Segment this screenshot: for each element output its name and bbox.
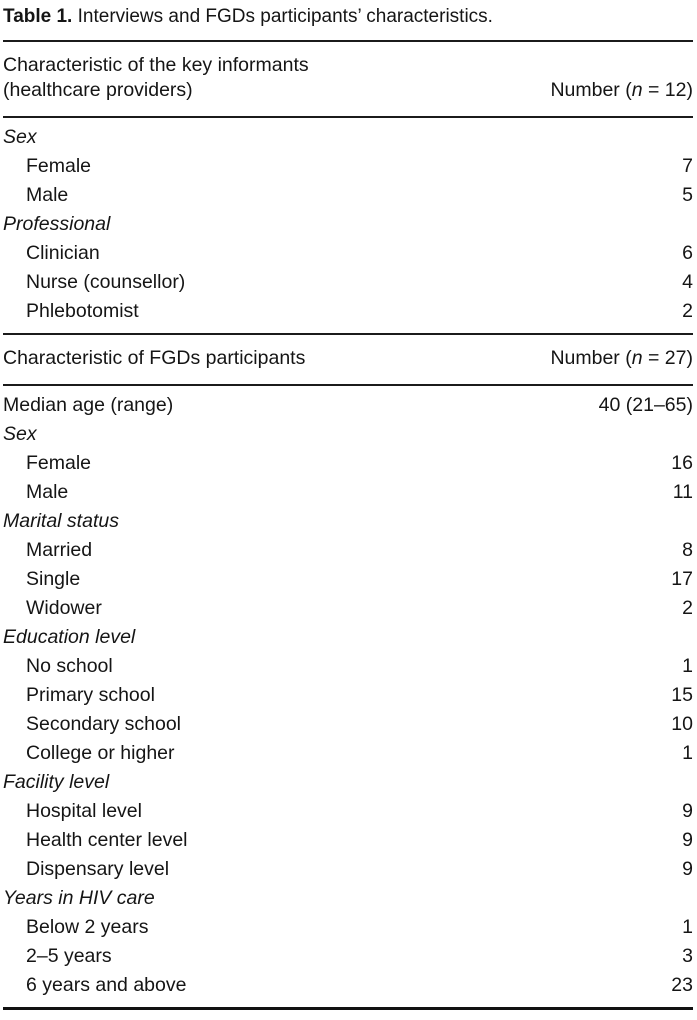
section-header [3, 335, 693, 384]
number-header-suffix: = 27) [642, 347, 693, 369]
table-row [3, 268, 693, 297]
row-label: Median age (range) [3, 394, 174, 416]
row-label: Secondary school [26, 713, 182, 735]
table-row [3, 623, 693, 652]
row-label: Married [26, 539, 93, 561]
row-value: 40 (21–65) [598, 394, 693, 416]
table-caption [3, 4, 693, 40]
table-row [3, 239, 693, 268]
column-header-number [550, 346, 693, 371]
table-row [3, 449, 693, 478]
table-row [3, 739, 693, 768]
table-row [3, 855, 693, 884]
row-label: Education level [3, 626, 136, 648]
table-row [3, 797, 693, 826]
table-row [3, 652, 693, 681]
row-label: Below 2 years [26, 916, 149, 938]
table-row [3, 913, 693, 942]
row-value: 1 [682, 916, 693, 938]
row-value: 6 [682, 242, 693, 264]
column-header-characteristic: Characteristic of the key informants (healthcare providers) [3, 54, 309, 101]
number-header-n-variable: n [631, 347, 643, 369]
table-row [3, 710, 693, 739]
row-label: Widower [26, 597, 102, 619]
row-value: 9 [682, 800, 693, 822]
table-row [3, 826, 693, 855]
row-label: No school [26, 655, 113, 677]
row-label: Years in HIV care [3, 887, 155, 909]
row-value: 1 [682, 742, 693, 764]
row-value: 9 [682, 829, 693, 851]
row-label: Nurse (counsellor) [26, 271, 186, 293]
table-row [3, 942, 693, 971]
row-value: 11 [672, 481, 693, 503]
number-header-prefix: Number ( [550, 79, 632, 101]
row-label: Female [26, 452, 92, 474]
table-rule-bottom [3, 1007, 693, 1010]
row-label: Clinician [26, 242, 100, 264]
table-row [3, 123, 693, 152]
row-label: Facility level [3, 771, 110, 793]
row-label: Phlebotomist [26, 300, 139, 322]
table-row [3, 181, 693, 210]
table-row [3, 391, 693, 420]
row-label: Sex [3, 423, 37, 445]
row-value: 7 [682, 155, 693, 177]
column-header-characteristic: Characteristic of FGDs participants [3, 347, 306, 369]
row-value: 5 [682, 184, 693, 206]
table-row [3, 884, 693, 913]
row-label: Male [26, 184, 69, 206]
row-label: 6 years and above [26, 974, 187, 996]
row-label: Professional [3, 213, 111, 235]
table-row [3, 297, 693, 326]
row-value: 3 [682, 945, 693, 967]
row-label: Female [26, 155, 92, 177]
table-row [3, 507, 693, 536]
row-value: 16 [671, 452, 693, 474]
row-label: Health center level [26, 829, 188, 851]
table-row [3, 681, 693, 710]
row-value: 4 [682, 271, 693, 293]
number-header-n-variable: n [631, 79, 643, 101]
section-rows [3, 386, 693, 1007]
row-label: Dispensary level [26, 858, 170, 880]
table-row [3, 478, 693, 507]
table-row [3, 210, 693, 239]
table-caption-text: Interviews and FGDs participants’ characteristics. [77, 6, 493, 27]
row-value: 10 [671, 713, 693, 735]
row-label: Hospital level [26, 800, 142, 822]
table-row [3, 565, 693, 594]
row-value: 8 [682, 539, 693, 561]
table-body [3, 42, 693, 1007]
row-value: 15 [671, 684, 693, 706]
table-caption-label: Table 1. [3, 6, 73, 27]
row-label: Primary school [26, 684, 155, 706]
table-row [3, 594, 693, 623]
table-row [3, 536, 693, 565]
row-label: Sex [3, 126, 37, 148]
table-row [3, 152, 693, 181]
row-label: Marital status [3, 510, 119, 532]
row-label: 2–5 years [26, 945, 112, 967]
row-value: 1 [682, 655, 693, 677]
table-row [3, 768, 693, 797]
row-value: 17 [671, 568, 693, 590]
row-label: Single [26, 568, 81, 590]
number-header-suffix: = 12) [642, 79, 693, 101]
section-header [3, 42, 693, 116]
table-row [3, 971, 693, 1000]
number-header-prefix: Number ( [550, 347, 632, 369]
row-value: 23 [671, 974, 693, 996]
row-label: Male [26, 481, 69, 503]
row-value: 2 [682, 300, 693, 322]
row-label: College or higher [26, 742, 175, 764]
column-header-number [550, 78, 693, 103]
row-value: 2 [682, 597, 693, 619]
section-rows [3, 118, 693, 333]
table-row [3, 420, 693, 449]
row-value: 9 [682, 858, 693, 880]
